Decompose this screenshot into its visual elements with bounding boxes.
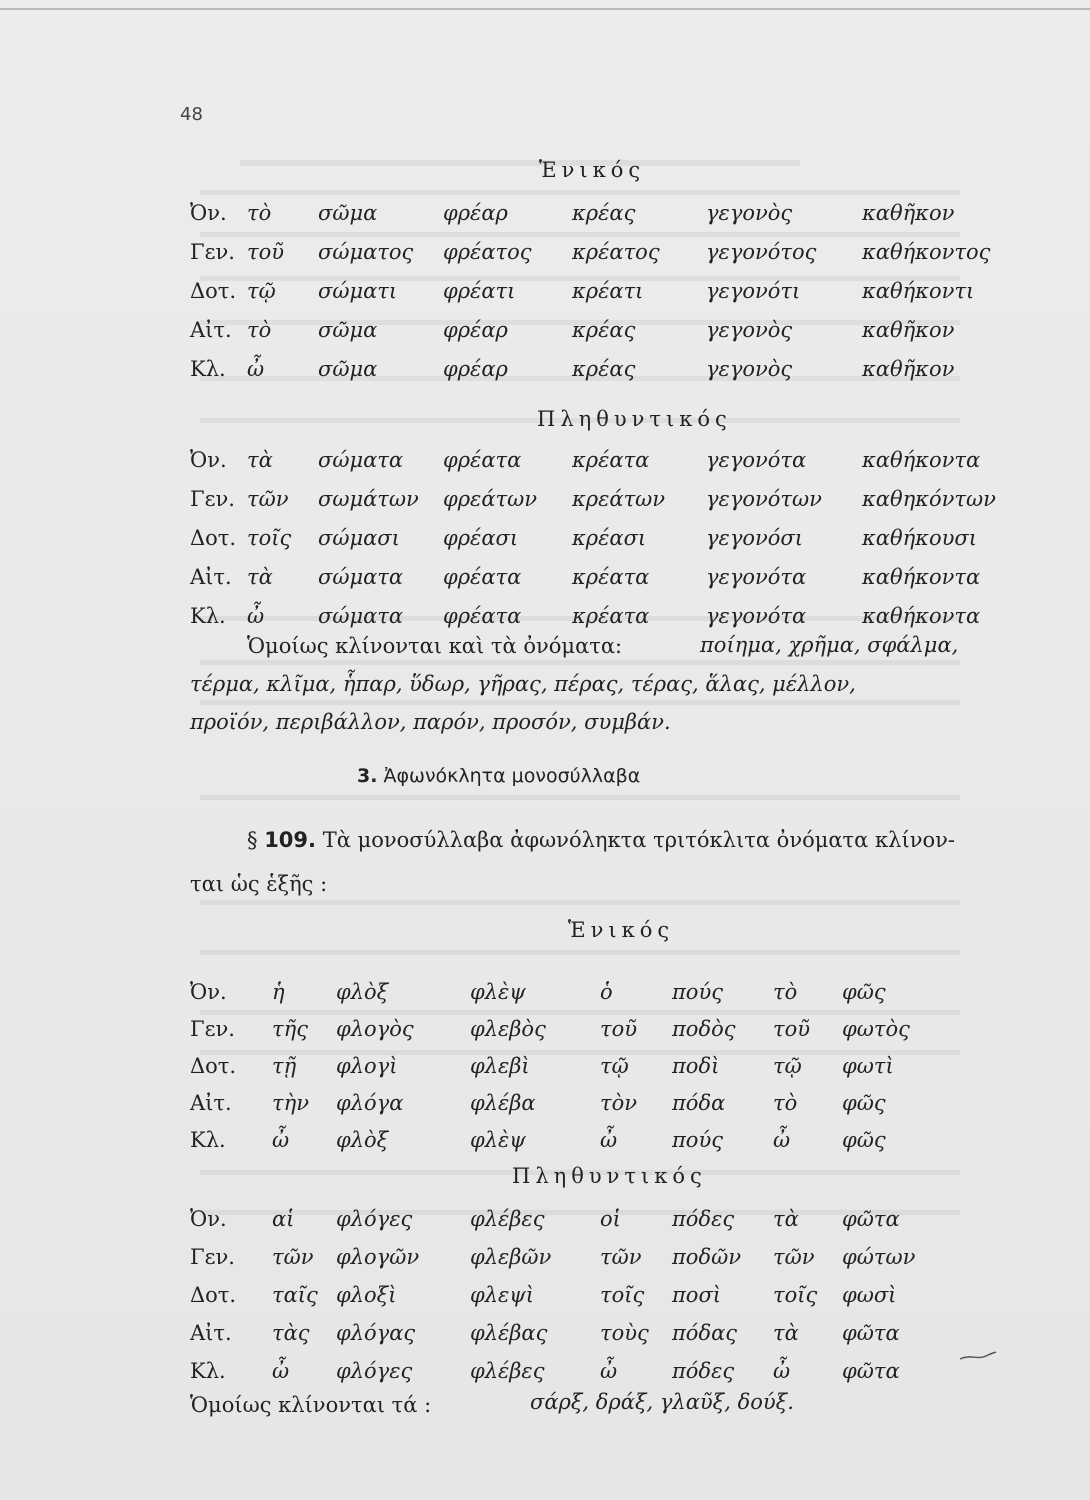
noun-form: ποδῶν	[672, 1245, 741, 1269]
noun-form: φλὸξ	[336, 980, 389, 1004]
case-label: Κλ.	[190, 357, 226, 381]
noun-form: φρέαρ	[443, 201, 508, 225]
table-row	[0, 1245, 1090, 1275]
noun-form: τὰ	[773, 1321, 799, 1345]
noun-form: ταῖς	[272, 1283, 318, 1307]
noun-form: ὦ	[773, 1128, 791, 1152]
noun-form: φλὸξ	[336, 1128, 389, 1152]
noun-form: γεγονὸς	[706, 357, 793, 381]
noun-form: φλὲψ	[470, 980, 526, 1004]
noun-form: τῷ	[600, 1054, 629, 1078]
noun-form: ποδὸς	[672, 1017, 736, 1041]
noun-form: φλογῶν	[336, 1245, 420, 1269]
noun-form: φρέατι	[443, 279, 516, 303]
noun-form: τῶν	[247, 487, 289, 511]
noun-form: τοῖς	[247, 526, 292, 550]
noun-form: φλόγες	[336, 1359, 413, 1383]
noun-form: κρέας	[572, 318, 636, 342]
case-label: Δοτ.	[190, 1054, 237, 1078]
noun-form: σώματι	[318, 279, 398, 303]
noun-form: φρέατα	[443, 565, 522, 589]
noun-form: κρέας	[572, 357, 636, 381]
noun-form: κρεάτων	[572, 487, 666, 511]
table-row	[0, 1359, 1090, 1389]
similar-words-2: σάρξ, δράξ, γλαῦξ, δούξ.	[530, 1390, 794, 1414]
noun-form: φῶς	[842, 1128, 886, 1152]
noun-form: γεγονότος	[706, 240, 817, 264]
noun-form: τῶν	[773, 1245, 815, 1269]
noun-form: γεγονὸς	[706, 318, 793, 342]
case-label: Ὀν.	[190, 980, 227, 1004]
noun-form: πούς	[672, 1128, 723, 1152]
noun-form: σώματα	[318, 565, 404, 589]
noun-form: κρέατα	[572, 448, 650, 472]
noun-form: φῶτα	[842, 1207, 900, 1231]
case-label: Γεν.	[190, 487, 235, 511]
case-label: Ὀν.	[190, 201, 227, 225]
case-label: Κλ.	[190, 604, 226, 628]
noun-form: σῶμα	[318, 357, 378, 381]
noun-form: φώτων	[842, 1245, 916, 1269]
noun-form: ὦ	[600, 1128, 618, 1152]
noun-form: κρέατα	[572, 604, 650, 628]
noun-form: φρέατα	[443, 604, 522, 628]
noun-form: ὦ	[272, 1128, 290, 1152]
noun-form: τῷ	[773, 1054, 802, 1078]
table-row	[0, 240, 1090, 270]
case-label: Ὀν.	[190, 448, 227, 472]
section-title: Ἀφωνόκλητα μονοσύλλαβα	[383, 765, 641, 787]
noun-form: ἡ	[272, 980, 285, 1004]
noun-form: τὴν	[272, 1091, 309, 1115]
noun-form: φλόγας	[336, 1321, 416, 1345]
noun-form: φλὲψ	[470, 1128, 526, 1152]
case-label: Γεν.	[190, 1245, 235, 1269]
noun-form: καθήκοντι	[862, 279, 975, 303]
noun-form: κρέατι	[572, 279, 644, 303]
noun-form: τὰ	[247, 565, 273, 589]
noun-form: καθήκοντα	[862, 448, 981, 472]
noun-form: κρέας	[572, 201, 636, 225]
noun-form: τῇ	[272, 1054, 297, 1078]
noun-form: φωτὶ	[842, 1054, 894, 1078]
table-row	[0, 604, 1090, 634]
table-row	[0, 526, 1090, 556]
noun-form: φρέαρ	[443, 318, 508, 342]
noun-form: ὦ	[272, 1359, 290, 1383]
paragraph-line-1	[247, 828, 955, 852]
noun-form: γεγονότων	[706, 487, 822, 511]
noun-form: τὰ	[247, 448, 273, 472]
case-label: Κλ.	[190, 1128, 226, 1152]
singular-header-2: Ἑνικός	[568, 918, 675, 942]
noun-form: τοῦ	[247, 240, 285, 264]
section-heading	[357, 765, 640, 787]
noun-form: φλόγα	[336, 1091, 404, 1115]
noun-form: τῶν	[272, 1245, 314, 1269]
noun-form: ὁ	[600, 980, 613, 1004]
similar-line-2: τέρμα, κλῖμα, ἧπαρ, ὕδωρ, γῆρας, πέρας, τέρας, ἅλας, μέλλον,	[190, 672, 856, 696]
noun-form: γεγονότα	[706, 448, 807, 472]
similar-line-1: ποίημα, χρῆμα, σφάλμα,	[700, 633, 959, 657]
noun-form: καθῆκον	[862, 201, 955, 225]
noun-form: τῆς	[272, 1017, 308, 1041]
noun-form: φῶς	[842, 980, 886, 1004]
noun-form: τοῦ	[600, 1017, 638, 1041]
table-row	[0, 318, 1090, 348]
noun-form: γεγονότι	[706, 279, 801, 303]
noun-form: πόδας	[672, 1321, 738, 1345]
table-row	[0, 279, 1090, 309]
page-number: 48	[180, 104, 203, 125]
noun-form: τοῦ	[773, 1017, 811, 1041]
paragraph-symbol: §	[247, 828, 258, 852]
case-label: Αἰτ.	[190, 1321, 232, 1345]
noun-form: τὸ	[773, 980, 798, 1004]
noun-form: σωμάτων	[318, 487, 419, 511]
noun-form: φῶς	[842, 1091, 886, 1115]
noun-form: γεγονόσι	[706, 526, 803, 550]
noun-form: τὸ	[247, 318, 272, 342]
paragraph-number: 109.	[264, 828, 317, 852]
noun-form: καθηκόντων	[862, 487, 996, 511]
table-row	[0, 487, 1090, 517]
noun-form: γεγονὸς	[706, 201, 793, 225]
noun-form: φλεβὸς	[470, 1017, 546, 1041]
noun-form: φλεψὶ	[470, 1283, 534, 1307]
table-row	[0, 1283, 1090, 1313]
noun-form: φρεάτων	[443, 487, 538, 511]
noun-form: πόδα	[672, 1091, 726, 1115]
noun-form: φρέατα	[443, 448, 522, 472]
noun-form: τὸν	[600, 1091, 638, 1115]
case-label: Γεν.	[190, 1017, 235, 1041]
noun-form: γεγονότα	[706, 565, 807, 589]
case-label: Αἰτ.	[190, 318, 232, 342]
table-row	[0, 1321, 1090, 1351]
noun-form: τῷ	[247, 279, 276, 303]
noun-form: φλέβας	[470, 1321, 548, 1345]
noun-form: κρέατα	[572, 565, 650, 589]
noun-form: ὦ	[247, 357, 265, 381]
noun-form: φλέβα	[470, 1091, 536, 1115]
case-label: Αἰτ.	[190, 565, 232, 589]
singular-header-1: Ἑνικός	[539, 158, 646, 182]
noun-form: ὦ	[773, 1359, 791, 1383]
noun-form: σῶμα	[318, 201, 378, 225]
noun-form: φλογὶ	[336, 1054, 398, 1078]
noun-form: φλεβὶ	[470, 1054, 530, 1078]
paragraph-text-1: Τὰ μονοσύλλαβα ἀφωνόληκτα τριτόκλιτα ὀνόματα κλίνον-	[322, 828, 955, 852]
noun-form: τοὺς	[600, 1321, 649, 1345]
noun-form: καθήκοντος	[862, 240, 991, 264]
section-number: 3.	[357, 765, 378, 787]
noun-form: καθῆκον	[862, 357, 955, 381]
pen-mark-icon	[958, 1350, 998, 1362]
plural-header-1: Πληθυντικός	[537, 407, 732, 431]
noun-form: καθῆκον	[862, 318, 955, 342]
noun-form: φωτὸς	[842, 1017, 910, 1041]
noun-form: τῶν	[600, 1245, 642, 1269]
noun-form: ποδὶ	[672, 1054, 720, 1078]
noun-form: τοῖς	[600, 1283, 645, 1307]
noun-form: κρέατος	[572, 240, 660, 264]
table-row	[0, 1091, 1090, 1121]
noun-form: καθήκοντα	[862, 565, 981, 589]
table-row	[0, 1128, 1090, 1158]
similar-line-3: προϊόν, περιβάλλον, παρόν, προσόν, συμβάν.	[190, 710, 671, 734]
similar-intro-2: Ὁμοίως κλίνονται τά :	[190, 1393, 432, 1417]
noun-form: αἱ	[272, 1207, 295, 1231]
noun-form: γεγονότα	[706, 604, 807, 628]
noun-form: καθήκουσι	[862, 526, 977, 550]
plural-header-2: Πληθυντικός	[512, 1164, 707, 1188]
noun-form: σώματος	[318, 240, 414, 264]
table-row	[0, 448, 1090, 478]
noun-form: φλογὸς	[336, 1017, 414, 1041]
table-row	[0, 201, 1090, 231]
table-row	[0, 1207, 1090, 1237]
noun-form: τὰ	[773, 1207, 799, 1231]
noun-form: κρέασι	[572, 526, 647, 550]
case-label: Δοτ.	[190, 1283, 237, 1307]
noun-form: φρέατος	[443, 240, 532, 264]
noun-form: φῶτα	[842, 1359, 900, 1383]
table-row	[0, 1017, 1090, 1047]
table-row	[0, 980, 1090, 1010]
noun-form: φλεβῶν	[470, 1245, 552, 1269]
noun-form: πόδες	[672, 1359, 735, 1383]
noun-form: σώματα	[318, 448, 404, 472]
case-label: Δοτ.	[190, 526, 237, 550]
case-label: Ὀν.	[190, 1207, 227, 1231]
noun-form: φρέαρ	[443, 357, 508, 381]
noun-form: σώματα	[318, 604, 404, 628]
table-row	[0, 357, 1090, 387]
noun-form: τοῖς	[773, 1283, 818, 1307]
noun-form: ὦ	[600, 1359, 618, 1383]
top-rule	[0, 8, 1090, 10]
noun-form: φλέβες	[470, 1207, 545, 1231]
noun-form: φλοξὶ	[336, 1283, 397, 1307]
noun-form: φωσὶ	[842, 1283, 897, 1307]
noun-form: σῶμα	[318, 318, 378, 342]
noun-form: ὦ	[247, 604, 265, 628]
table-row	[0, 1054, 1090, 1084]
similar-intro-1: Ὁμοίως κλίνονται καὶ τὰ ὀνόματα:	[247, 634, 623, 658]
table-row	[0, 565, 1090, 595]
case-label: Κλ.	[190, 1359, 226, 1383]
noun-form: οἱ	[600, 1207, 621, 1231]
noun-form: φῶτα	[842, 1321, 900, 1345]
paragraph-line-2: ται ὡς ἑξῆς :	[190, 872, 328, 896]
case-label: Γεν.	[190, 240, 235, 264]
case-label: Δοτ.	[190, 279, 237, 303]
noun-form: φρέασι	[443, 526, 519, 550]
noun-form: φλόγες	[336, 1207, 413, 1231]
noun-form: πόδες	[672, 1207, 735, 1231]
noun-form: σώμασι	[318, 526, 400, 550]
case-label: Αἰτ.	[190, 1091, 232, 1115]
noun-form: τὸ	[773, 1091, 798, 1115]
noun-form: ποσὶ	[672, 1283, 722, 1307]
noun-form: πούς	[672, 980, 723, 1004]
noun-form: καθήκοντα	[862, 604, 981, 628]
noun-form: τὸ	[247, 201, 272, 225]
noun-form: τὰς	[272, 1321, 310, 1345]
noun-form: φλέβες	[470, 1359, 545, 1383]
